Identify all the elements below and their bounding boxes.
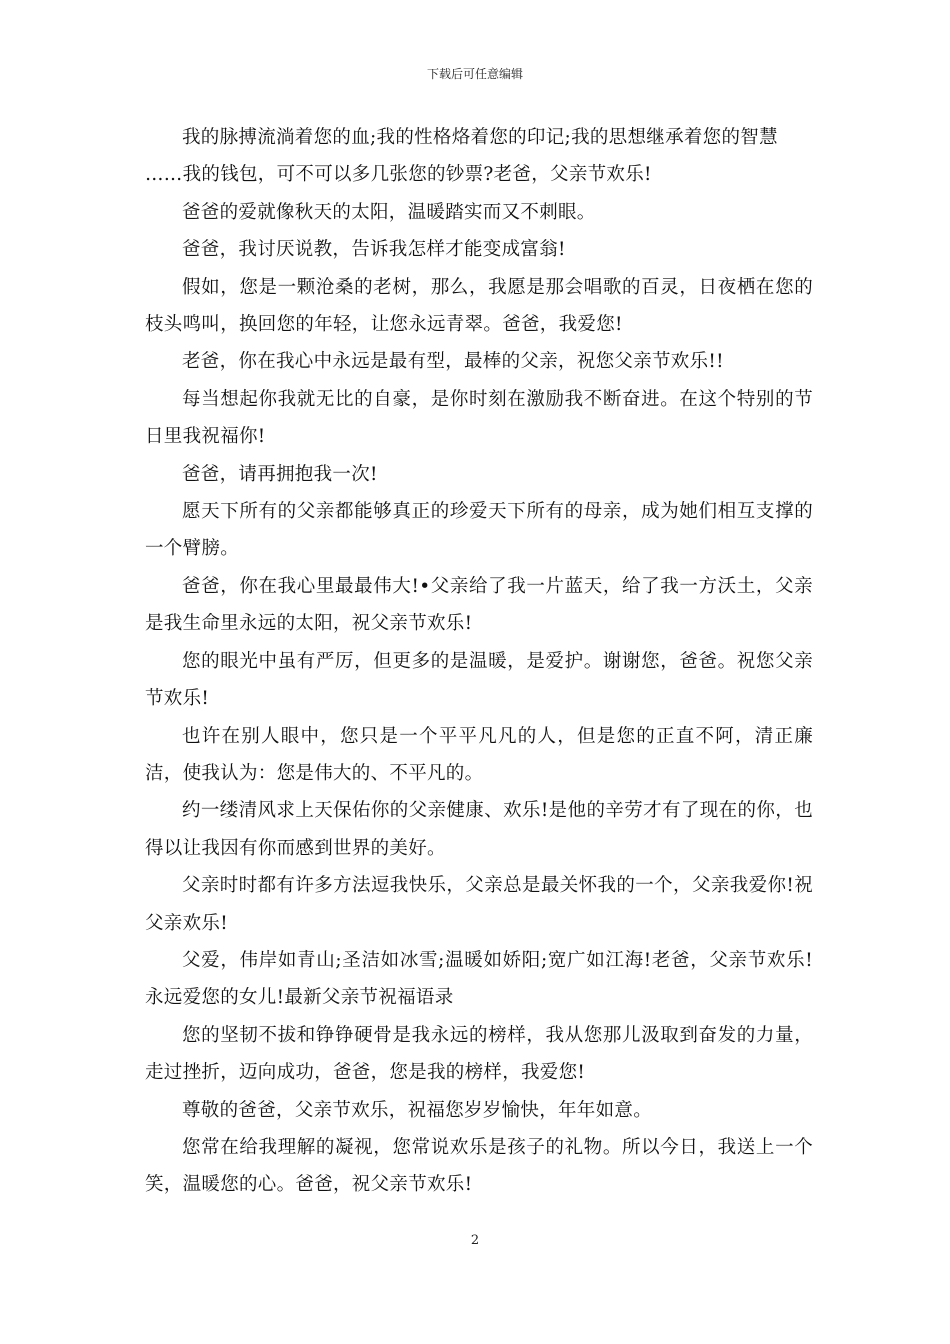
paragraph: 假如，您是一颗沧桑的老树，那么，我愿是那会唱歌的百灵，日夜栖在您的枝头鸣叫，换回您的年轻，让您永远青翠。爸爸，我爱您!	[145, 276, 813, 336]
paragraph: 父爱，伟岸如青山;圣洁如冰雪;温暖如娇阳;宽广如江海!老爸，父亲节欢乐!永远爱您的女儿!最新父亲节祝福语录	[145, 949, 813, 1009]
paragraph: 父亲时时都有许多方法逗我快乐，父亲总是最关怀我的一个，父亲我爱你!祝父亲欢乐!	[145, 875, 813, 934]
document-body	[145, 119, 813, 1204]
paragraph: 也许在别人眼中，您只是一个平平凡凡的人，但是您的正直不阿，清正廉洁，使我认为：您是伟大的、不平凡的。	[145, 725, 813, 784]
paragraph: 爸爸，你在我心里最最伟大!•父亲给了我一片蓝天，给了我一方沃土，父亲是我生命里永远的太阳，祝父亲节欢乐!	[145, 575, 813, 635]
paragraph: 您的眼光中虽有严厉，但更多的是温暖，是爱护。谢谢您，爸爸。祝您父亲节欢乐!	[145, 650, 813, 710]
paragraph: 愿天下所有的父亲都能够真正的珍爱天下所有的母亲，成为她们相互支撑的一个臂膀。	[145, 501, 813, 560]
page-number: 2	[470, 1233, 480, 1248]
paragraph: 老爸，你在我心中永远是最有型，最棒的父亲，祝您父亲节欢乐!!	[182, 351, 724, 373]
paragraph: 您常在给我理解的凝视，您常说欢乐是孩子的礼物。所以今日，我送上一个笑，温暖您的心。爸爸，祝父亲节欢乐!	[145, 1136, 813, 1196]
paragraph: 每当想起你我就无比的自豪，是你时刻在激励我不断奋进。在这个特别的节日里我祝福你!	[145, 388, 813, 448]
paragraph: 爸爸，我讨厌说教，告诉我怎样才能变成富翁!	[182, 239, 566, 261]
paragraph: 您的坚韧不拔和铮铮硬骨是我永远的榜样，我从您那儿汲取到奋发的力量，走过挫折，迈向成功，爸爸，您是我的榜样，我爱您!	[145, 1024, 813, 1084]
paragraph: ……我的钱包，可不可以多几张您的钞票?老爸，父亲节欢乐!	[145, 164, 652, 186]
paragraph: 爸爸，请再拥抱我一次!	[182, 463, 378, 485]
paragraph: 尊敬的爸爸，父亲节欢乐，祝福您岁岁愉快，年年如意。	[182, 1099, 653, 1121]
page-header: 下载后可任意编辑	[426, 67, 523, 81]
paragraph: 约一缕清风求上天保佑你的父亲健康、欢乐!是他的辛劳才有了现在的你，也得以让我因有你而感到世界的美好。	[145, 800, 813, 859]
paragraph: 我的脉搏流淌着您的血;我的性格烙着您的印记;我的思想继承着您的智慧	[182, 127, 778, 148]
paragraph: 爸爸的爱就像秋天的太阳，温暖踏实而又不刺眼。	[182, 201, 596, 223]
